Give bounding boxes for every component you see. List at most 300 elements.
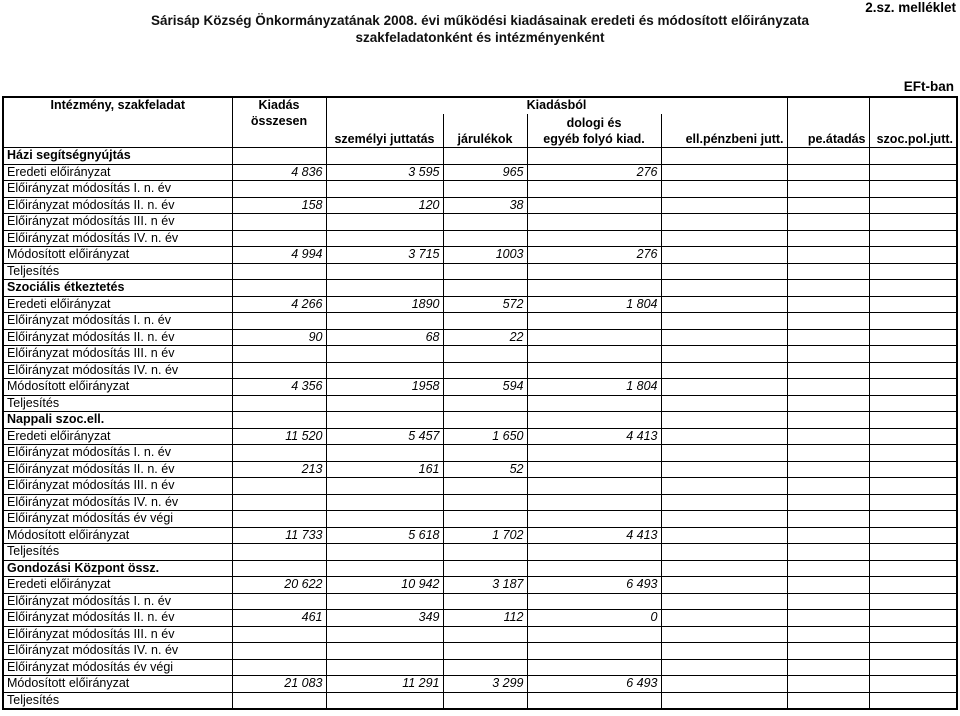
row-label: Előirányzat módosítás II. n. év	[3, 197, 232, 214]
empty-cell	[232, 148, 326, 165]
cell-material	[527, 478, 661, 495]
row-label: Eredeti előirányzat	[3, 577, 232, 594]
cell-contrib	[443, 511, 527, 528]
empty-cell	[869, 362, 957, 379]
cell-contrib	[443, 494, 527, 511]
row-label: Módosított előirányzat	[3, 676, 232, 693]
blank-header-cell	[869, 97, 957, 114]
empty-cell	[869, 527, 957, 544]
cell-total: 20 622	[232, 577, 326, 594]
empty-cell	[787, 527, 869, 544]
cell-material	[527, 181, 661, 198]
row-label: Előirányzat módosítás II. n. év	[3, 461, 232, 478]
table-row	[3, 527, 957, 544]
col-social-header: szoc.pol.jutt.	[869, 131, 957, 148]
section-header-row	[3, 560, 957, 577]
table-row	[3, 478, 957, 495]
empty-cell	[326, 412, 443, 429]
cell-total	[232, 214, 326, 231]
empty-cell	[787, 577, 869, 594]
empty-cell	[869, 214, 957, 231]
cell-personal	[326, 230, 443, 247]
table-row	[3, 346, 957, 363]
table-row	[3, 379, 957, 396]
empty-cell	[787, 676, 869, 693]
cell-contrib	[443, 478, 527, 495]
empty-cell	[869, 560, 957, 577]
row-label: Módosított előirányzat	[3, 247, 232, 264]
row-label: Előirányzat módosítás III. n év	[3, 214, 232, 231]
empty-cell	[661, 346, 787, 363]
col-institution-header: Intézmény, szakfeladat	[3, 97, 232, 114]
cell-material: 4 413	[527, 428, 661, 445]
cell-contrib: 22	[443, 329, 527, 346]
table-row	[3, 610, 957, 627]
col-personal-header: személyi juttatás	[326, 131, 443, 148]
cell-material	[527, 692, 661, 709]
cell-personal	[326, 313, 443, 330]
row-label: Teljesítés	[3, 395, 232, 412]
table-row	[3, 313, 957, 330]
empty-cell	[869, 247, 957, 264]
cell-contrib: 112	[443, 610, 527, 627]
empty-cell	[326, 148, 443, 165]
empty-cell	[443, 280, 527, 297]
col-total-header-line2: összesen	[232, 114, 326, 131]
empty-cell	[787, 197, 869, 214]
row-label: Előirányzat módosítás III. n év	[3, 626, 232, 643]
cell-contrib	[443, 263, 527, 280]
table-row	[3, 544, 957, 561]
table-row	[3, 362, 957, 379]
blank-header-cell	[443, 114, 527, 131]
cell-total	[232, 692, 326, 709]
table-row	[3, 461, 957, 478]
cell-material: 0	[527, 610, 661, 627]
row-label: Előirányzat módosítás év végi	[3, 511, 232, 528]
empty-cell	[661, 329, 787, 346]
table-row	[3, 445, 957, 462]
empty-cell	[661, 280, 787, 297]
table-row	[3, 197, 957, 214]
col-transfer-out-header: pe.átadás	[787, 131, 869, 148]
cell-total	[232, 659, 326, 676]
empty-cell	[869, 494, 957, 511]
col-contributions-header: járulékok	[443, 131, 527, 148]
table-row	[3, 230, 957, 247]
empty-cell	[661, 478, 787, 495]
table-row	[3, 676, 957, 693]
empty-cell	[869, 676, 957, 693]
cell-personal	[326, 643, 443, 660]
empty-cell	[787, 395, 869, 412]
empty-cell	[661, 676, 787, 693]
cell-total	[232, 346, 326, 363]
cell-total	[232, 478, 326, 495]
empty-cell	[787, 148, 869, 165]
cell-contrib	[443, 445, 527, 462]
empty-cell	[787, 346, 869, 363]
cell-personal	[326, 626, 443, 643]
cell-contrib	[443, 346, 527, 363]
empty-cell	[787, 362, 869, 379]
row-label: Módosított előirányzat	[3, 379, 232, 396]
empty-cell	[869, 148, 957, 165]
empty-cell	[869, 296, 957, 313]
cell-personal	[326, 214, 443, 231]
cell-total: 11 520	[232, 428, 326, 445]
cell-personal	[326, 511, 443, 528]
row-label: Teljesítés	[3, 263, 232, 280]
row-label: Előirányzat módosítás IV. n. év	[3, 643, 232, 660]
table-row	[3, 643, 957, 660]
empty-cell	[869, 313, 957, 330]
empty-cell	[787, 247, 869, 264]
table-row	[3, 626, 957, 643]
cell-total	[232, 313, 326, 330]
cell-contrib	[443, 313, 527, 330]
table-row	[3, 329, 957, 346]
empty-cell	[661, 148, 787, 165]
cell-personal	[326, 395, 443, 412]
cell-personal: 1958	[326, 379, 443, 396]
section-title: Gondozási Központ össz.	[3, 560, 232, 577]
cell-contrib	[443, 362, 527, 379]
cell-personal: 1890	[326, 296, 443, 313]
empty-cell	[661, 412, 787, 429]
cell-material	[527, 544, 661, 561]
table-row	[3, 428, 957, 445]
cell-personal	[326, 544, 443, 561]
cell-total	[232, 593, 326, 610]
row-label: Előirányzat módosítás IV. n. év	[3, 362, 232, 379]
empty-cell	[869, 346, 957, 363]
cell-material	[527, 346, 661, 363]
cell-total: 4 266	[232, 296, 326, 313]
cell-contrib: 1 650	[443, 428, 527, 445]
cell-contrib: 572	[443, 296, 527, 313]
blank-header-cell	[787, 97, 869, 114]
section-header-row	[3, 148, 957, 165]
empty-cell	[661, 247, 787, 264]
row-label: Előirányzat módosítás III. n év	[3, 346, 232, 363]
cell-total: 4 356	[232, 379, 326, 396]
section-title: Nappali szoc.ell.	[3, 412, 232, 429]
section-header-row	[3, 280, 957, 297]
unit-label: EFt-ban	[903, 79, 954, 94]
empty-cell	[232, 280, 326, 297]
blank-header-cell	[232, 131, 326, 148]
cell-contrib	[443, 626, 527, 643]
cell-contrib: 1 702	[443, 527, 527, 544]
empty-cell	[443, 148, 527, 165]
row-label: Teljesítés	[3, 692, 232, 709]
cell-total	[232, 263, 326, 280]
section-title: Házi segítségnyújtás	[3, 148, 232, 165]
row-label: Előirányzat módosítás II. n. év	[3, 610, 232, 627]
empty-cell	[787, 461, 869, 478]
cell-material: 1 804	[527, 296, 661, 313]
empty-cell	[787, 643, 869, 660]
empty-cell	[527, 412, 661, 429]
cell-personal: 5 618	[326, 527, 443, 544]
blank-header-cell	[661, 114, 787, 131]
empty-cell	[443, 412, 527, 429]
cell-personal	[326, 659, 443, 676]
empty-cell	[527, 560, 661, 577]
empty-cell	[787, 214, 869, 231]
col-total-header-line1: Kiadás	[232, 97, 326, 114]
cell-total	[232, 445, 326, 462]
cell-total: 21 083	[232, 676, 326, 693]
table-row	[3, 164, 957, 181]
empty-cell	[661, 643, 787, 660]
cell-material: 276	[527, 164, 661, 181]
row-label: Előirányzat módosítás III. n év	[3, 478, 232, 495]
annex-label: 2.sz. melléklet	[865, 0, 956, 15]
table-row	[3, 181, 957, 198]
row-label: Előirányzat módosítás I. n. év	[3, 313, 232, 330]
section-header-row	[3, 412, 957, 429]
empty-cell	[661, 626, 787, 643]
empty-cell	[787, 263, 869, 280]
cell-material: 6 493	[527, 577, 661, 594]
cell-material	[527, 643, 661, 660]
cell-total	[232, 181, 326, 198]
cell-personal	[326, 478, 443, 495]
cell-material	[527, 659, 661, 676]
empty-cell	[661, 181, 787, 198]
cell-personal	[326, 593, 443, 610]
empty-cell	[869, 659, 957, 676]
cell-total: 213	[232, 461, 326, 478]
table-row	[3, 247, 957, 264]
cell-total	[232, 511, 326, 528]
cell-contrib	[443, 214, 527, 231]
empty-cell	[326, 280, 443, 297]
cell-personal	[326, 445, 443, 462]
table-row	[3, 593, 957, 610]
empty-cell	[661, 511, 787, 528]
cell-material: 4 413	[527, 527, 661, 544]
empty-cell	[869, 445, 957, 462]
col-material-header-line2: egyéb folyó kiad.	[527, 131, 661, 148]
cell-personal: 5 457	[326, 428, 443, 445]
cell-total: 4 836	[232, 164, 326, 181]
table-row	[3, 659, 957, 676]
cell-personal	[326, 263, 443, 280]
row-label: Eredeti előirányzat	[3, 296, 232, 313]
cell-personal	[326, 494, 443, 511]
empty-cell	[661, 230, 787, 247]
table-row	[3, 577, 957, 594]
cell-material	[527, 511, 661, 528]
empty-cell	[787, 659, 869, 676]
empty-cell	[661, 362, 787, 379]
empty-cell	[869, 181, 957, 198]
col-material-header-line1: dologi és	[527, 114, 661, 131]
blank-header-cell	[869, 114, 957, 131]
cell-contrib: 52	[443, 461, 527, 478]
cell-personal	[326, 346, 443, 363]
empty-cell	[661, 610, 787, 627]
empty-cell	[869, 230, 957, 247]
empty-cell	[661, 544, 787, 561]
document-subtitle: szakfeladatonként és intézményenként	[355, 30, 605, 45]
cell-personal: 68	[326, 329, 443, 346]
section-title: Szociális étkeztetés	[3, 280, 232, 297]
empty-cell	[527, 148, 661, 165]
empty-cell	[787, 544, 869, 561]
empty-cell	[787, 560, 869, 577]
empty-cell	[661, 428, 787, 445]
cell-total	[232, 643, 326, 660]
cell-total: 461	[232, 610, 326, 627]
empty-cell	[787, 296, 869, 313]
cell-material	[527, 461, 661, 478]
blank-header-cell	[3, 114, 232, 131]
empty-cell	[787, 626, 869, 643]
cell-personal: 3 715	[326, 247, 443, 264]
row-label: Eredeti előirányzat	[3, 428, 232, 445]
empty-cell	[869, 511, 957, 528]
cell-personal: 10 942	[326, 577, 443, 594]
empty-cell	[869, 395, 957, 412]
cell-material	[527, 197, 661, 214]
cell-material	[527, 626, 661, 643]
cell-personal: 161	[326, 461, 443, 478]
cell-total: 4 994	[232, 247, 326, 264]
cell-material: 276	[527, 247, 661, 264]
row-label: Előirányzat módosítás év végi	[3, 659, 232, 676]
table-row	[3, 692, 957, 709]
empty-cell	[661, 263, 787, 280]
cell-contrib	[443, 181, 527, 198]
empty-cell	[787, 593, 869, 610]
cell-contrib	[443, 659, 527, 676]
blank-header-cell	[3, 131, 232, 148]
empty-cell	[661, 527, 787, 544]
cell-material: 6 493	[527, 676, 661, 693]
cell-material	[527, 395, 661, 412]
empty-cell	[661, 313, 787, 330]
empty-cell	[869, 329, 957, 346]
row-label: Előirányzat módosítás II. n. év	[3, 329, 232, 346]
cell-contrib	[443, 230, 527, 247]
cell-material	[527, 263, 661, 280]
empty-cell	[869, 643, 957, 660]
cell-contrib: 3 187	[443, 577, 527, 594]
cell-contrib	[443, 692, 527, 709]
row-label: Előirányzat módosítás IV. n. év	[3, 230, 232, 247]
empty-cell	[232, 560, 326, 577]
empty-cell	[787, 445, 869, 462]
empty-cell	[787, 313, 869, 330]
cell-total: 158	[232, 197, 326, 214]
empty-cell	[661, 461, 787, 478]
cell-personal	[326, 362, 443, 379]
cell-contrib: 38	[443, 197, 527, 214]
budget-table	[2, 96, 958, 710]
empty-cell	[443, 560, 527, 577]
empty-cell	[661, 560, 787, 577]
empty-cell	[869, 412, 957, 429]
empty-cell	[661, 395, 787, 412]
cell-personal	[326, 692, 443, 709]
row-label: Előirányzat módosítás I. n. év	[3, 593, 232, 610]
empty-cell	[661, 593, 787, 610]
empty-cell	[787, 610, 869, 627]
empty-cell	[661, 577, 787, 594]
empty-cell	[787, 280, 869, 297]
cell-contrib	[443, 593, 527, 610]
cell-contrib: 3 299	[443, 676, 527, 693]
empty-cell	[787, 511, 869, 528]
empty-cell	[869, 428, 957, 445]
empty-cell	[787, 230, 869, 247]
table-row	[3, 296, 957, 313]
cell-personal: 349	[326, 610, 443, 627]
empty-cell	[661, 379, 787, 396]
cell-material	[527, 362, 661, 379]
cell-contrib: 965	[443, 164, 527, 181]
empty-cell	[661, 296, 787, 313]
cell-total: 90	[232, 329, 326, 346]
empty-cell	[869, 626, 957, 643]
cell-total	[232, 395, 326, 412]
empty-cell	[787, 478, 869, 495]
cell-personal	[326, 181, 443, 198]
row-label: Előirányzat módosítás I. n. év	[3, 445, 232, 462]
table-row	[3, 395, 957, 412]
row-label: Előirányzat módosítás I. n. év	[3, 181, 232, 198]
empty-cell	[661, 494, 787, 511]
row-label: Előirányzat módosítás IV. n. év	[3, 494, 232, 511]
cell-total	[232, 626, 326, 643]
table-row	[3, 494, 957, 511]
cell-total	[232, 544, 326, 561]
empty-cell	[869, 280, 957, 297]
cell-material	[527, 494, 661, 511]
empty-cell	[661, 164, 787, 181]
cell-total	[232, 230, 326, 247]
empty-cell	[869, 461, 957, 478]
empty-cell	[232, 412, 326, 429]
empty-cell	[787, 164, 869, 181]
cell-material	[527, 214, 661, 231]
empty-cell	[869, 593, 957, 610]
document-title: Sárisáp Község Önkormányzatának 2008. évi működési kiadásainak eredeti és módosított előirányzata	[150, 13, 809, 28]
cell-personal: 120	[326, 197, 443, 214]
empty-cell	[527, 280, 661, 297]
cell-material	[527, 329, 661, 346]
empty-cell	[869, 544, 957, 561]
empty-cell	[869, 197, 957, 214]
empty-cell	[661, 214, 787, 231]
cell-personal: 11 291	[326, 676, 443, 693]
cell-contrib: 594	[443, 379, 527, 396]
empty-cell	[787, 329, 869, 346]
empty-cell	[661, 197, 787, 214]
cell-contrib	[443, 643, 527, 660]
empty-cell	[661, 692, 787, 709]
col-transfers-header: ell.pénzbeni jutt.	[661, 131, 787, 148]
empty-cell	[661, 659, 787, 676]
table-body	[3, 148, 957, 710]
empty-cell	[869, 577, 957, 594]
cell-contrib: 1003	[443, 247, 527, 264]
cell-total	[232, 494, 326, 511]
